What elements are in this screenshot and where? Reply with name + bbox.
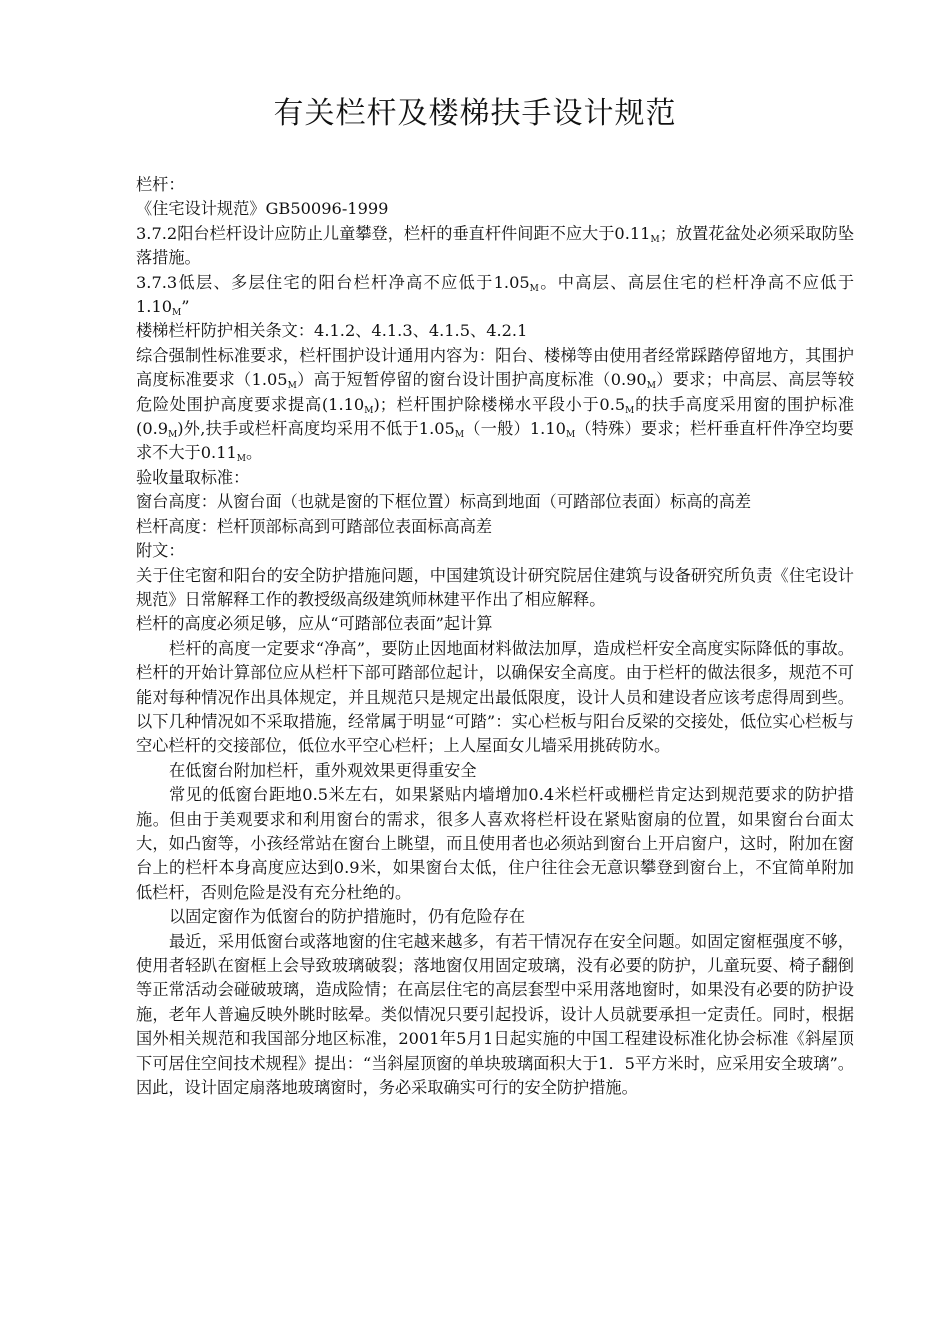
paragraph-fixed-window: 最近，采用低窗台或落地窗的住宅越来越多，有若干情况存在安全问题。如固定窗框强度不够，使用者轻趴在窗框上会导致玻璃破裂；落地窗仅用固定玻璃，没有必要的防护，儿童玩耍、椅子翻倒等正常活动会碰破玻璃，造成险情；在高层住宅的高层套型中采用落地窗时，如果没有必要的防护设施，老年人普遍反映外眺时眩晕。类似情况只要引起投诉，设计人员就要承担一定责任。同时，根据国外相关规范和我国部分地区标准，2001年5月1日起实施的中国工程建设标准化协会标准《斜屋顶下可居住空间技术规程》提出：“当斜屋顶窗的单块玻璃面积大于1．5平方米时，应采用安全玻璃”。因此，设计固定扇落地玻璃窗时，务必采取确实可行的安全防护措施。	[136, 931, 854, 1098]
appendix-intro: 关于住宅窗和阳台的安全防护措施问题，中国建筑设计研究院居住建筑与设备研究所负责《住宅设计规范》日常解释工作的教授级高级建筑师林建平作出了相应解释。	[136, 565, 854, 609]
subheading-railing-height: 栏杆的高度必须足够，应从“可踏部位表面”起计算	[136, 614, 493, 634]
document-title: 有关栏杆及楼梯扶手设计规范	[273, 96, 677, 131]
acceptance-standard-label: 验收量取标准：	[136, 467, 250, 487]
subheading-fixed-window: 以固定窗作为低窗台的防护措施时，仍有危险存在	[169, 907, 526, 927]
clause-3-7-2: 3.7.2阳台栏杆设计应防止儿童攀登，栏杆的垂直杆件间距不应大于$0.11_M$；放置花盆处必须采取防坠落措施。	[136, 223, 855, 268]
stair-railing-clauses: 楼梯栏杆防护相关条文：4.1.2、4.1.3、4.1.5、4.2.1	[136, 321, 528, 341]
document-body	[136, 173, 854, 1100]
railing-height-definition: 栏杆高度：栏杆顶部标高到可踏部位表面标高高差	[136, 516, 493, 536]
clause-3-7-3: 3.7.3低层、多层住宅的阳台栏杆净高不应低于$1.05_M$。中高层、高层住宅的栏杆净高不应低于$1.10_M$”	[136, 272, 855, 319]
appendix-label: 附文：	[136, 541, 185, 561]
general-requirements: 综合强制性标准要求，栏杆围护设计通用内容为：阳台、楼梯等由使用者经常踩踏停留地方，其围护高度标准要求$(1.05_M)$高于短暂停留的窗台设计围护高度标准$(0.90_M)$要求；中高层、高层等较危险处围护高度要求提高$(1.10_M)$；栏杆围护除楼梯水平段小于$0.5_M$的扶手高度采用窗的围护标准$(0.9_M)$外,扶手或栏杆高度均采用不低于$1.05_M$（一般）$1.10_M$（特殊）要求；栏杆垂直杆件净空均要求不大于$0.11_M$。	[136, 345, 855, 465]
paragraph-net-height: 栏杆的高度一定要求“净高”，要防止因地面材料做法加厚，造成栏杆安全高度实际降低的事故。栏杆的开始计算部位应从栏杆下部可踏部位起计，以确保安全高度。由于栏杆的做法很多，规范不可能对每种情况作出具体规定，并且规范只是规定出最低限度，设计人员和建设者应该考虑得周到些。以下几种情况如不采取措施，经常属于明显“可踏”：实心栏板与阳台反梁的交接处，低位实心栏板与空心栏杆的交接部位，低位水平空心栏杆；上人屋面女儿墙采用挑砖防水。	[136, 638, 854, 756]
sill-height-definition: 窗台高度：从窗台面（也就是窗的下框位置）标高到地面（可踏部位表面）标高的高差	[136, 492, 752, 512]
subheading-low-sill: 在低窗台附加栏杆，重外观效果更得重安全	[169, 760, 477, 780]
section-label-railing: 栏杆：	[136, 175, 185, 194]
code-reference: 《住宅设计规范》GB50096-1999	[136, 199, 389, 219]
paragraph-low-sill: 常见的低窗台距地0.5米左右，如果紧贴内墙增加0.4米栏杆或栅栏肯定达到规范要求的防护措施。但由于美观要求和利用窗台的需求，很多人喜欢将栏杆设在紧贴窗扇的位置，如果窗台台面太大，如凸窗等，小孩经常站在窗台上眺望，而且使用者也必须站到窗台上开启窗户，这时，附加在窗台上的栏杆本身高度应达到0.9米，如果窗台太低，住户往往会无意识攀登到窗台上，不宜简单附加低栏杆，否则危险是没有充分杜绝的。	[136, 785, 854, 902]
